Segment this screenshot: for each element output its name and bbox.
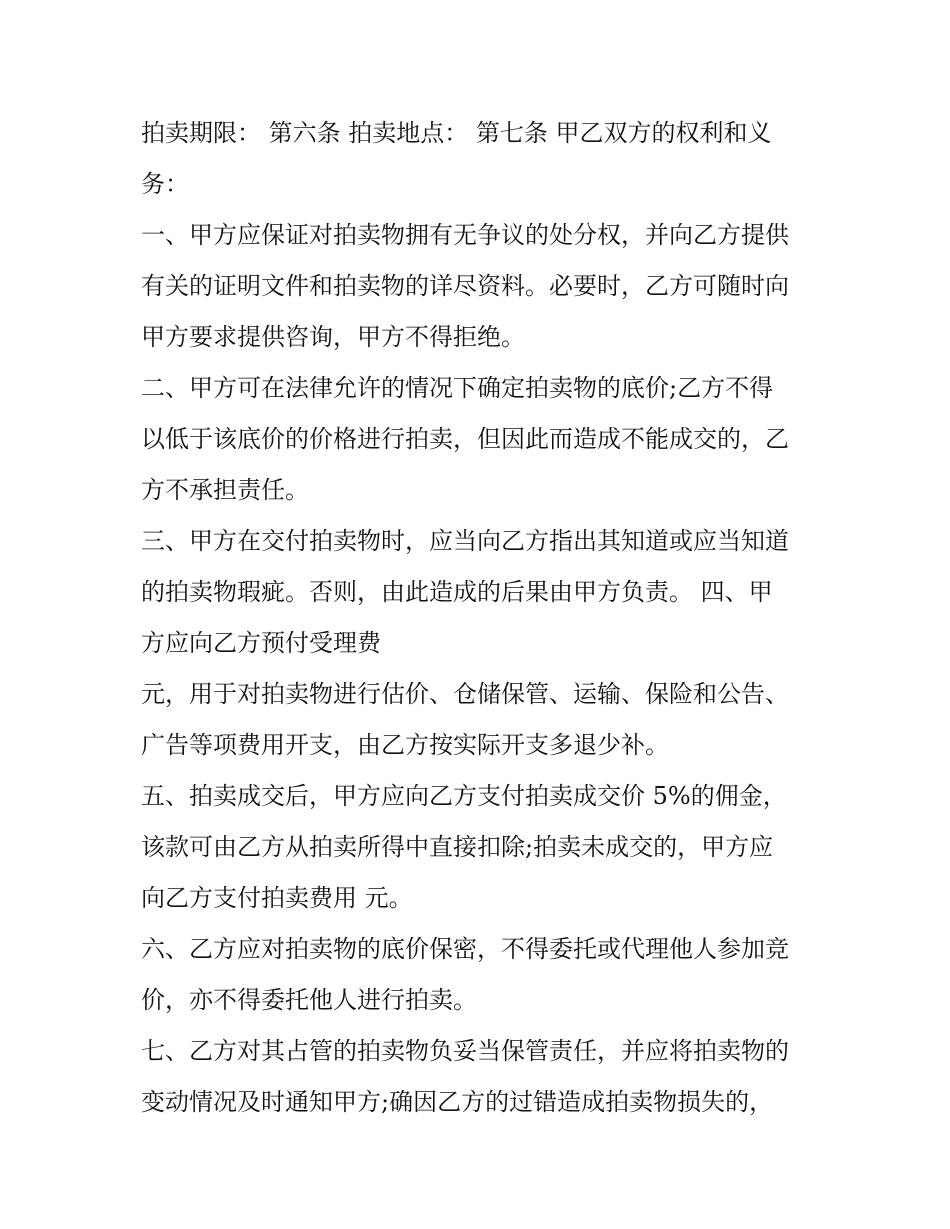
text-line: 的拍卖物瑕疵。否则，由此造成的后果由甲方负责。 四、甲	[141, 578, 773, 606]
text-line: 变动情况及时通知甲方;确因乙方的过错造成拍卖物损失的，	[141, 1088, 774, 1116]
text-line: 向乙方支付拍卖费用 元。	[141, 884, 413, 912]
text-line: 该款可由乙方从拍卖所得中直接扣除;拍卖未成交的，甲方应	[141, 833, 774, 861]
text-line: 价，亦不得委托他人进行拍卖。	[141, 986, 477, 1014]
text-line: 元，用于对拍卖物进行估价、仓储保管、运输、保险和公告、	[141, 680, 789, 708]
text-line: 五、拍卖成交后，甲方应向乙方支付拍卖成交价 5%的佣金，	[141, 782, 787, 810]
text-line: 拍卖期限： 第六条 拍卖地点： 第七条 甲乙双方的权利和义	[141, 119, 772, 147]
text-line: 方应向乙方预付受理费	[141, 629, 381, 657]
text-line: 二、甲方可在法律允许的情况下确定拍卖物的底价;乙方不得	[141, 374, 774, 402]
text-line: 甲方要求提供咨询，甲方不得拒绝。	[141, 323, 525, 351]
text-line: 有关的证明文件和拍卖物的详尽资料。必要时，乙方可随时向	[141, 272, 789, 300]
text-line: 六、乙方应对拍卖物的底价保密，不得委托或代理他人参加竞	[141, 935, 789, 963]
document-body	[141, 108, 831, 1128]
text-line: 广告等项费用开支，由乙方按实际开支多退少补。	[141, 731, 669, 759]
text-line: 务：	[141, 170, 189, 198]
text-line: 方不承担责任。	[141, 476, 309, 504]
text-line: 以低于该底价的价格进行拍卖，但因此而造成不能成交的，乙	[141, 425, 789, 453]
text-line: 一、甲方应保证对拍卖物拥有无争议的处分权，并向乙方提供	[141, 221, 789, 249]
text-line: 七、乙方对其占管的拍卖物负妥当保管责任，并应将拍卖物的	[141, 1037, 789, 1065]
text-line: 三、甲方在交付拍卖物时，应当向乙方指出其知道或应当知道	[141, 527, 789, 555]
